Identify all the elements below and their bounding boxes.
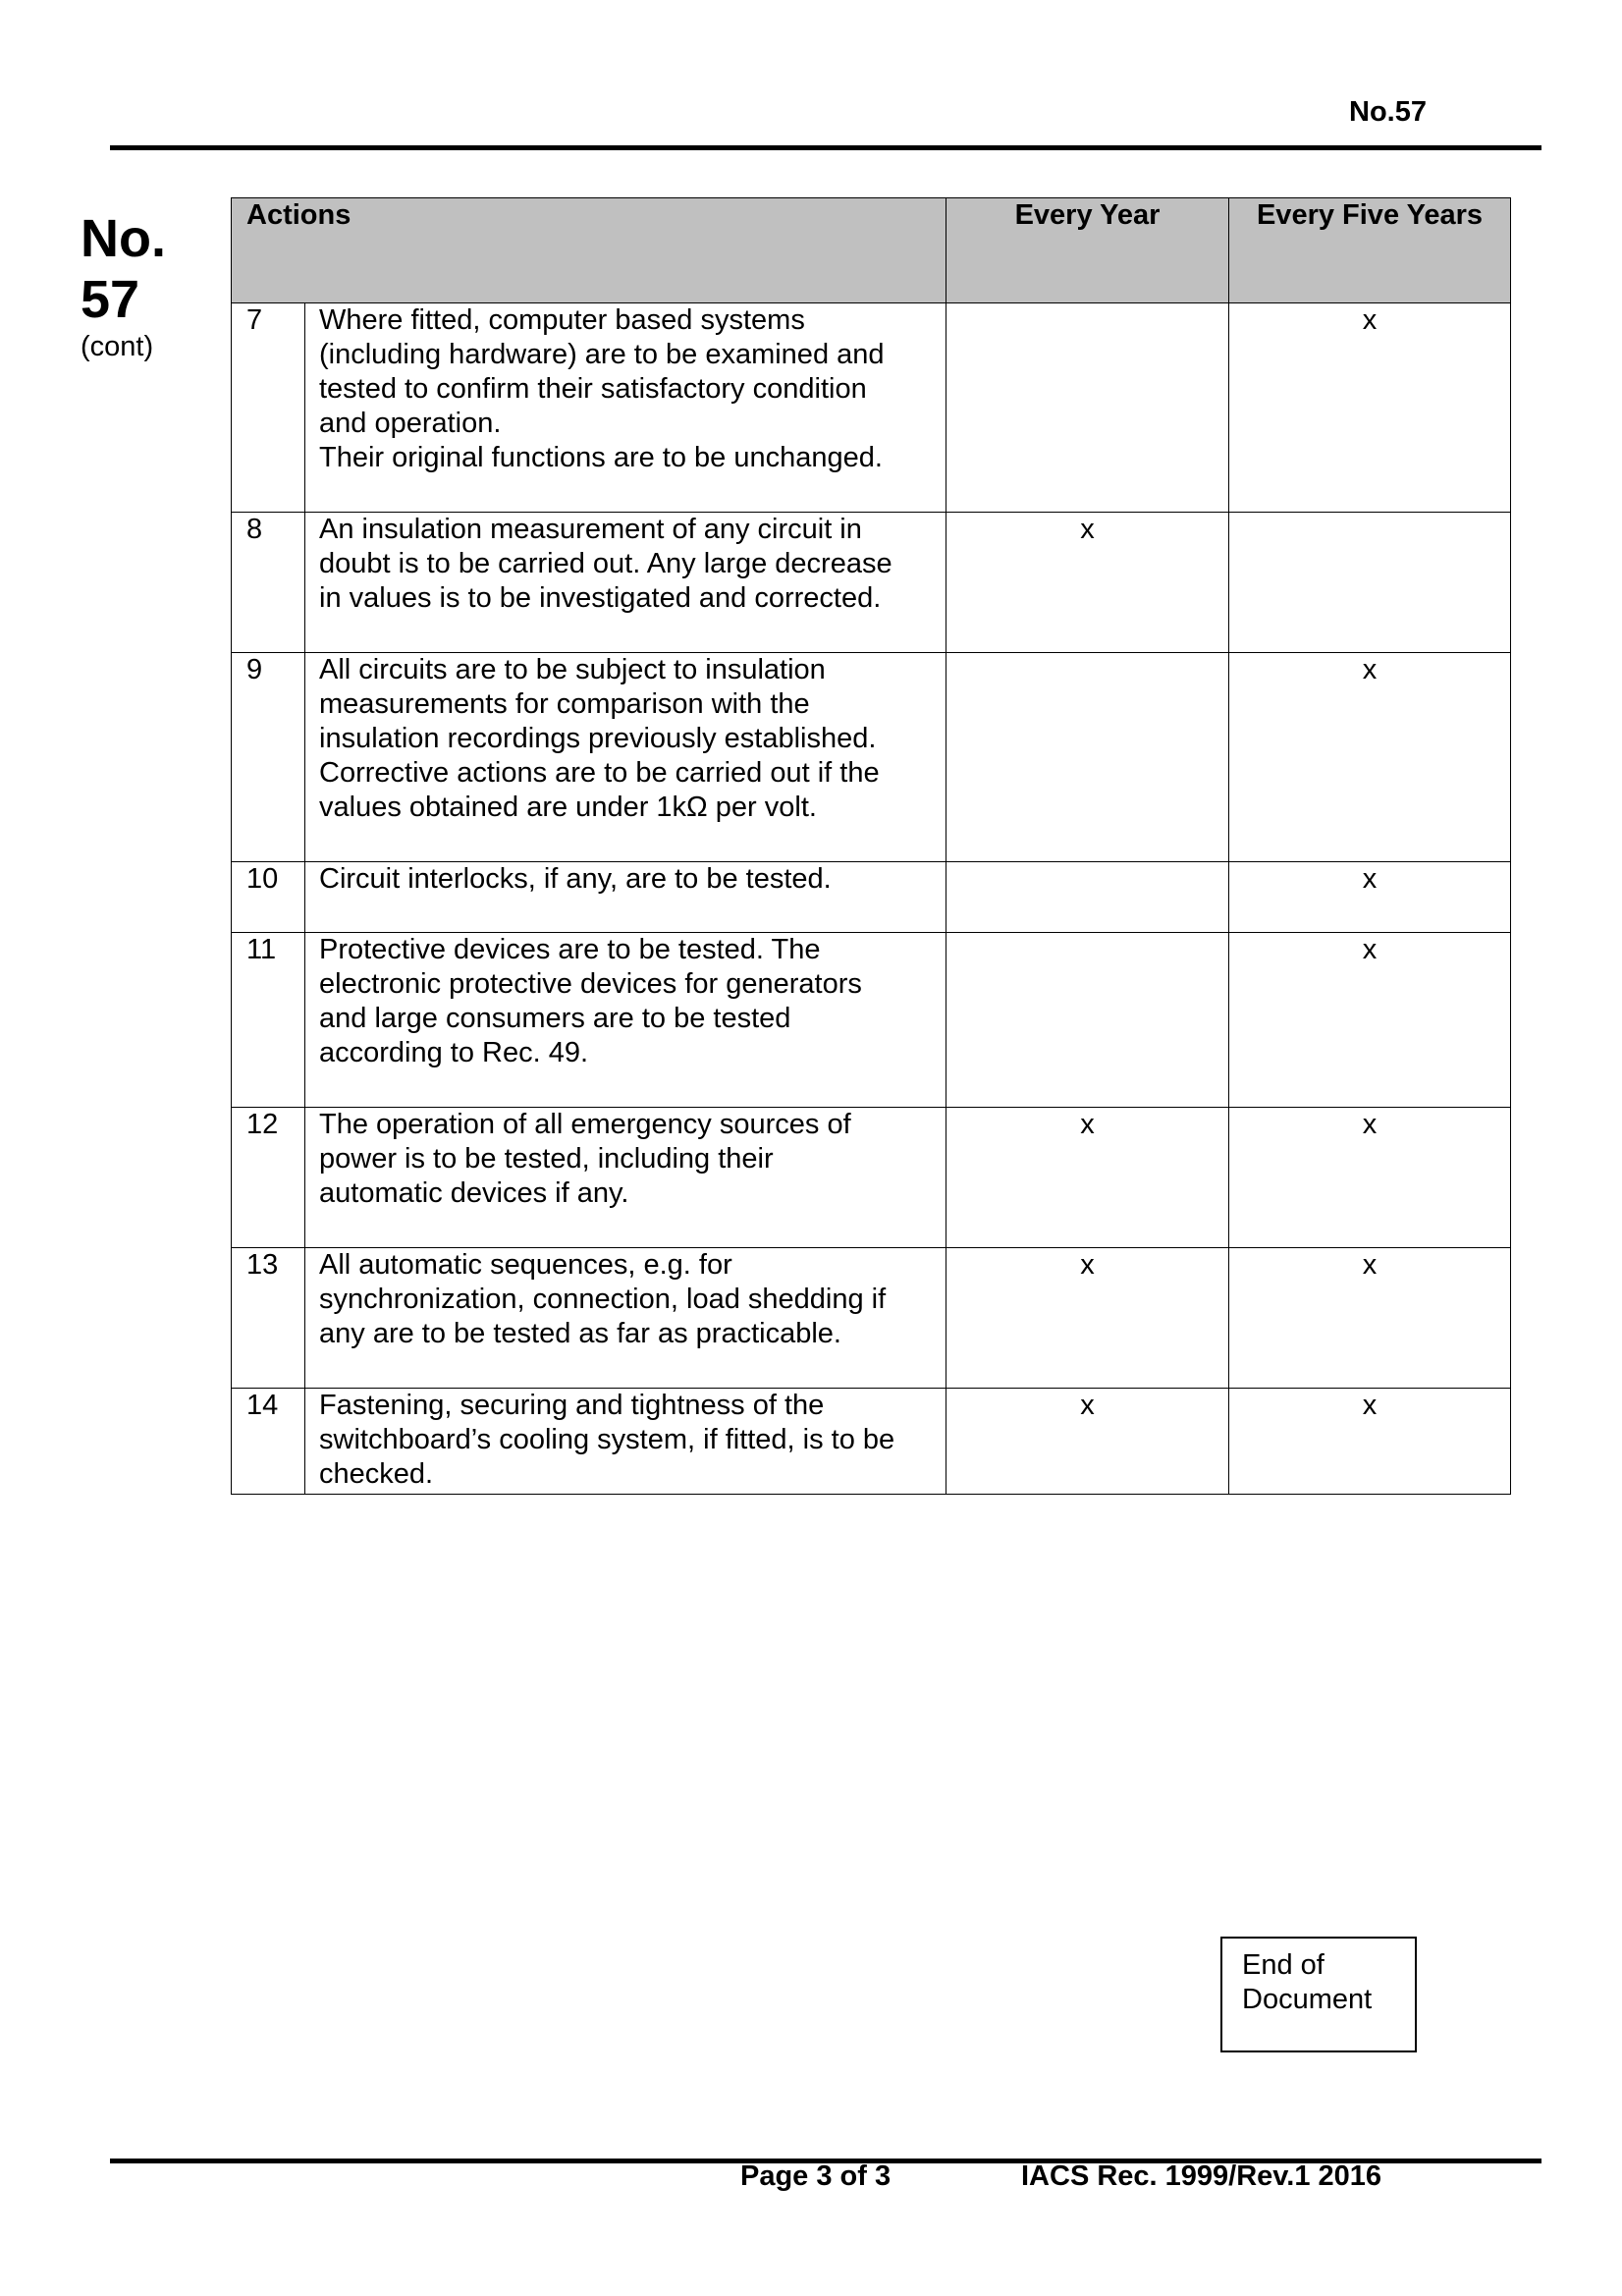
- table-row: [232, 1248, 1511, 1389]
- side-number: 57: [81, 270, 140, 329]
- table-row: [232, 1108, 1511, 1248]
- row-action-text: [305, 933, 946, 1108]
- row-every-year-mark: x: [946, 1108, 1229, 1248]
- row-action-text: [305, 862, 946, 933]
- row-action-text: [305, 1389, 946, 1495]
- action-text-line: automatic devices if any.: [319, 1177, 629, 1209]
- row-number: 8: [232, 513, 305, 653]
- header-doc-number: No.57: [1349, 96, 1427, 128]
- row-every-five-years-mark: x: [1229, 303, 1511, 513]
- action-text-line: Circuit interlocks, if any, are to be tested.: [319, 863, 832, 895]
- row-action-text: [305, 1108, 946, 1248]
- row-every-five-years-mark: x: [1229, 933, 1511, 1108]
- action-text-line: electronic protective devices for generators: [319, 968, 862, 1000]
- action-text-line: checked.: [319, 1458, 434, 1490]
- row-every-five-years-mark: x: [1229, 1108, 1511, 1248]
- row-every-five-years-mark: x: [1229, 1248, 1511, 1389]
- action-text-line: Corrective actions are to be carried out if the: [319, 757, 880, 789]
- action-text-line: according to Rec. 49.: [319, 1037, 589, 1068]
- row-every-year-mark: x: [946, 1248, 1229, 1389]
- row-every-year-mark: [946, 862, 1229, 933]
- row-every-year-mark: x: [946, 513, 1229, 653]
- action-text-line: Where fitted, computer based systems: [319, 304, 805, 336]
- side-label: [81, 208, 166, 363]
- table-row: [232, 933, 1511, 1108]
- row-number: 9: [232, 653, 305, 862]
- row-action-text: [305, 303, 946, 513]
- table-header-row: [232, 198, 1511, 303]
- footer-rec-reference: IACS Rec. 1999/Rev.1 2016: [1021, 2160, 1382, 2192]
- side-cont: (cont): [81, 331, 154, 362]
- row-number: 11: [232, 933, 305, 1108]
- action-text-line: values obtained are under 1kΩ per volt.: [319, 792, 817, 823]
- action-text-line: Fastening, securing and tightness of the: [319, 1390, 825, 1421]
- row-every-year-mark: x: [946, 1389, 1229, 1495]
- row-number: 12: [232, 1108, 305, 1248]
- action-text-line: The operation of all emergency sources of: [319, 1109, 851, 1140]
- footer-page-number: Page 3 of 3: [740, 2160, 892, 2192]
- table-row: [232, 862, 1511, 933]
- row-number: 13: [232, 1248, 305, 1389]
- action-text-line: synchronization, connection, load shedding if: [319, 1284, 887, 1315]
- table-row: [232, 653, 1511, 862]
- header-rule: [110, 145, 1541, 150]
- row-every-year-mark: [946, 653, 1229, 862]
- row-action-text: [305, 513, 946, 653]
- end-of-document-box: [1220, 1937, 1417, 2052]
- row-number: 14: [232, 1389, 305, 1495]
- action-text-line: All automatic sequences, e.g. for: [319, 1249, 732, 1281]
- header-every-five-years: Every Five Years: [1229, 198, 1511, 303]
- end-box-line1: End of: [1242, 1949, 1325, 1981]
- header-actions: Actions: [232, 198, 946, 303]
- side-no-label: No.: [81, 209, 166, 268]
- table-row: [232, 303, 1511, 513]
- action-text-line: and large consumers are to be tested: [319, 1003, 791, 1034]
- action-text-line: doubt is to be carried out. Any large decrease: [319, 548, 892, 579]
- action-text-line: Their original functions are to be unchanged.: [319, 442, 883, 473]
- action-text-line: any are to be tested as far as practicable.: [319, 1318, 841, 1349]
- action-text-line: in values is to be investigated and corrected.: [319, 582, 882, 614]
- action-text-line: measurements for comparison with the: [319, 688, 810, 720]
- row-action-text: [305, 653, 946, 862]
- action-text-line: power is to be tested, including their: [319, 1143, 774, 1175]
- row-every-five-years-mark: x: [1229, 1389, 1511, 1495]
- row-every-year-mark: [946, 303, 1229, 513]
- table-row: [232, 513, 1511, 653]
- row-every-five-years-mark: x: [1229, 653, 1511, 862]
- row-every-five-years-mark: x: [1229, 862, 1511, 933]
- row-every-year-mark: [946, 933, 1229, 1108]
- action-text-line: (including hardware) are to be examined and: [319, 339, 885, 370]
- action-text-line: An insulation measurement of any circuit in: [319, 514, 862, 545]
- action-text-line: switchboard’s cooling system, if fitted, is to be: [319, 1424, 895, 1455]
- action-text-line: and operation.: [319, 408, 502, 439]
- action-text-line: Protective devices are to be tested. The: [319, 934, 821, 965]
- row-number: 7: [232, 303, 305, 513]
- table-row: [232, 1389, 1511, 1495]
- actions-table: [231, 197, 1511, 1495]
- row-action-text: [305, 1248, 946, 1389]
- action-text-line: tested to confirm their satisfactory condition: [319, 373, 867, 405]
- action-text-line: insulation recordings previously established.: [319, 723, 877, 754]
- row-every-five-years-mark: [1229, 513, 1511, 653]
- end-box-line2: Document: [1242, 1984, 1373, 2015]
- header-every-year: Every Year: [946, 198, 1229, 303]
- action-text-line: All circuits are to be subject to insulation: [319, 654, 826, 685]
- row-number: 10: [232, 862, 305, 933]
